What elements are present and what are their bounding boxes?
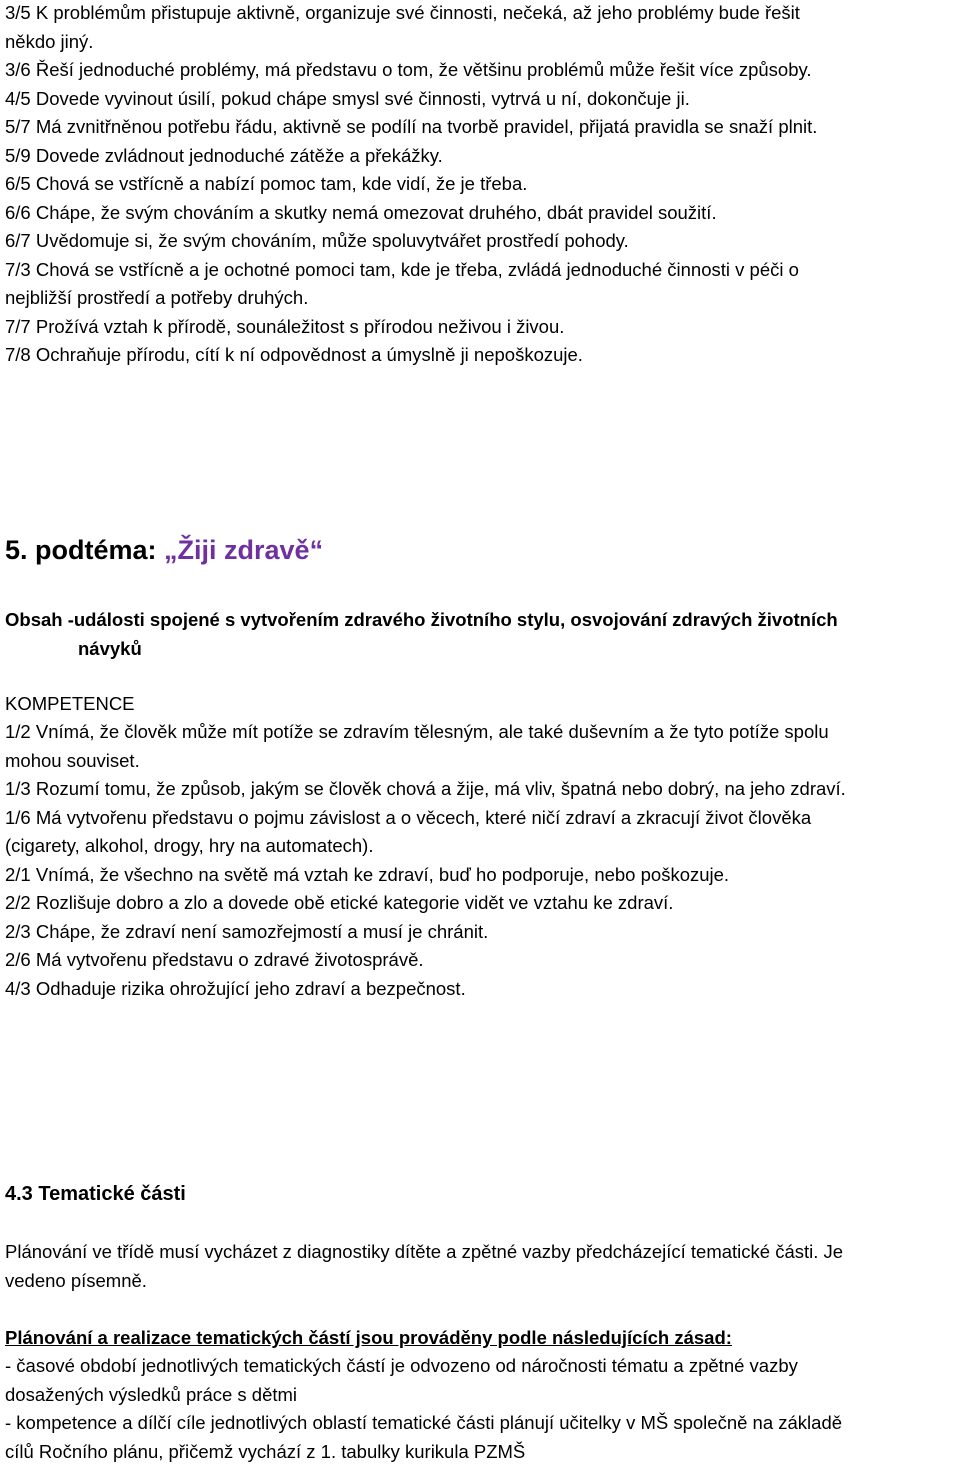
list-line: 2/6 Má vytvořenu představu o zdravé životosprávě. bbox=[5, 949, 424, 970]
subtopic-prefix: 5. podtéma: bbox=[5, 535, 165, 565]
list-line: 1/3 Rozumí tomu, že způsob, jakým se člověk chová a žije, má vliv, špatná nebo dobrý, na jeho zdraví. bbox=[5, 778, 846, 799]
list-line: 6/6 Chápe, že svým chováním a skutky nemá omezovat druhého, dbát pravidel soužití. bbox=[5, 201, 717, 223]
subtopic-heading bbox=[5, 530, 323, 570]
list-line: 7/7 Prožívá vztah k přírodě, sounáležitost s přírodou neživou i živou. bbox=[5, 315, 565, 337]
list-line: 1/6 Má vytvořenu představu o pojmu závislost a o věcech, které ničí zdraví a zkracují život člověka bbox=[5, 806, 812, 828]
list-line: dosažených výsledků práce s dětmi bbox=[5, 1383, 298, 1405]
content-description bbox=[5, 606, 945, 663]
list-line: 2/1 Vnímá, že všechno na světě má vztah ke zdraví, buď ho podporuje, nebo poškozuje. bbox=[5, 863, 730, 885]
list-line: 4/5 Dovede vyvinout úsilí, pokud chápe smysl své činnosti, vytrvá u ní, dokončuje ji. bbox=[5, 87, 690, 109]
list-line: - časové období jednotlivých tematických částí je odvozeno od náročnosti tématu a zpětné vazby bbox=[5, 1355, 798, 1376]
planning-heading: Plánování a realizace tematických částí jsou prováděny podle následujících zásad: bbox=[5, 1327, 732, 1348]
list-line: 2/2 Rozlišuje dobro a zlo a dovede obě etické kategorie vidět ve vztahu ke zdraví. bbox=[5, 892, 674, 913]
list-line: mohou souviset. bbox=[5, 749, 140, 771]
paragraph-line: Plánování ve třídě musí vycházet z diagnostiky dítěte a zpětné vazby předcházející tematické části. Je bbox=[5, 1241, 844, 1262]
competence-heading: KOMPETENCE bbox=[5, 693, 135, 714]
list-line: nejbližší prostředí a potřeby druhých. bbox=[5, 287, 309, 308]
competence-list-continued bbox=[5, 0, 957, 370]
list-line: cílů Ročního plánu, přičemž vychází z 1. tabulky kurikula PZMŠ bbox=[5, 1440, 526, 1462]
section-paragraph bbox=[5, 1238, 957, 1295]
list-line: 5/9 Dovede zvládnout jednoduché zátěže a překážky. bbox=[5, 144, 443, 166]
list-line: 3/6 Řeší jednoduché problémy, má představu o tom, že většinu problémů může řešit více způsoby. bbox=[5, 59, 812, 80]
list-line: (cigarety, alkohol, drogy, hry na automatech). bbox=[5, 835, 374, 856]
list-line: 7/8 Ochraňuje přírodu, cítí k ní odpovědnost a úmyslně ji nepoškozuje. bbox=[5, 344, 583, 365]
list-line: někdo jiný. bbox=[5, 30, 94, 52]
list-line: 6/7 Uvědomuje si, že svým chováním, může spoluvytvářet prostředí pohody. bbox=[5, 230, 629, 251]
content-line-2: návyků bbox=[78, 637, 142, 659]
section-heading: 4.3 Tematické části bbox=[5, 1183, 186, 1205]
list-line: 3/5 K problémům přistupuje aktivně, organizuje své činnosti, nečeká, až jeho problémy bude řešit bbox=[5, 2, 800, 23]
list-line: 2/3 Chápe, že zdraví není samozřejmostí a musí je chránit. bbox=[5, 920, 489, 942]
list-line: 1/2 Vnímá, že člověk může mít potíže se zdravím tělesným, ale také duševním a že tyto potíže spolu bbox=[5, 721, 829, 742]
list-line: 5/7 Má zvnitřněnou potřebu řádu, aktivně se podílí na tvorbě pravidel, přijatá pravidla se snaží plnit. bbox=[5, 116, 818, 137]
planning-list bbox=[5, 1352, 957, 1466]
list-line: 4/3 Odhaduje rizika ohrožující jeho zdraví a bezpečnost. bbox=[5, 977, 466, 999]
paragraph-line: vedeno písemně. bbox=[5, 1269, 147, 1291]
list-line: 7/3 Chová se vstřícně a je ochotné pomoci tam, kde je třeba, zvládá jednoduché činnosti v péči o bbox=[5, 258, 799, 280]
list-line: - kompetence a dílčí cíle jednotlivých oblastí tematické části plánují učitelky v MŠ společně na základě bbox=[5, 1412, 843, 1433]
list-line: 6/5 Chová se vstřícně a nabízí pomoc tam, kde vidí, že je třeba. bbox=[5, 173, 528, 194]
content-line-1: Obsah -události spojené s vytvořením zdravého životního stylu, osvojování zdravých životních bbox=[5, 609, 838, 630]
subtopic-title: „Žiji zdravě“ bbox=[164, 535, 324, 565]
competence-list bbox=[5, 718, 957, 1003]
